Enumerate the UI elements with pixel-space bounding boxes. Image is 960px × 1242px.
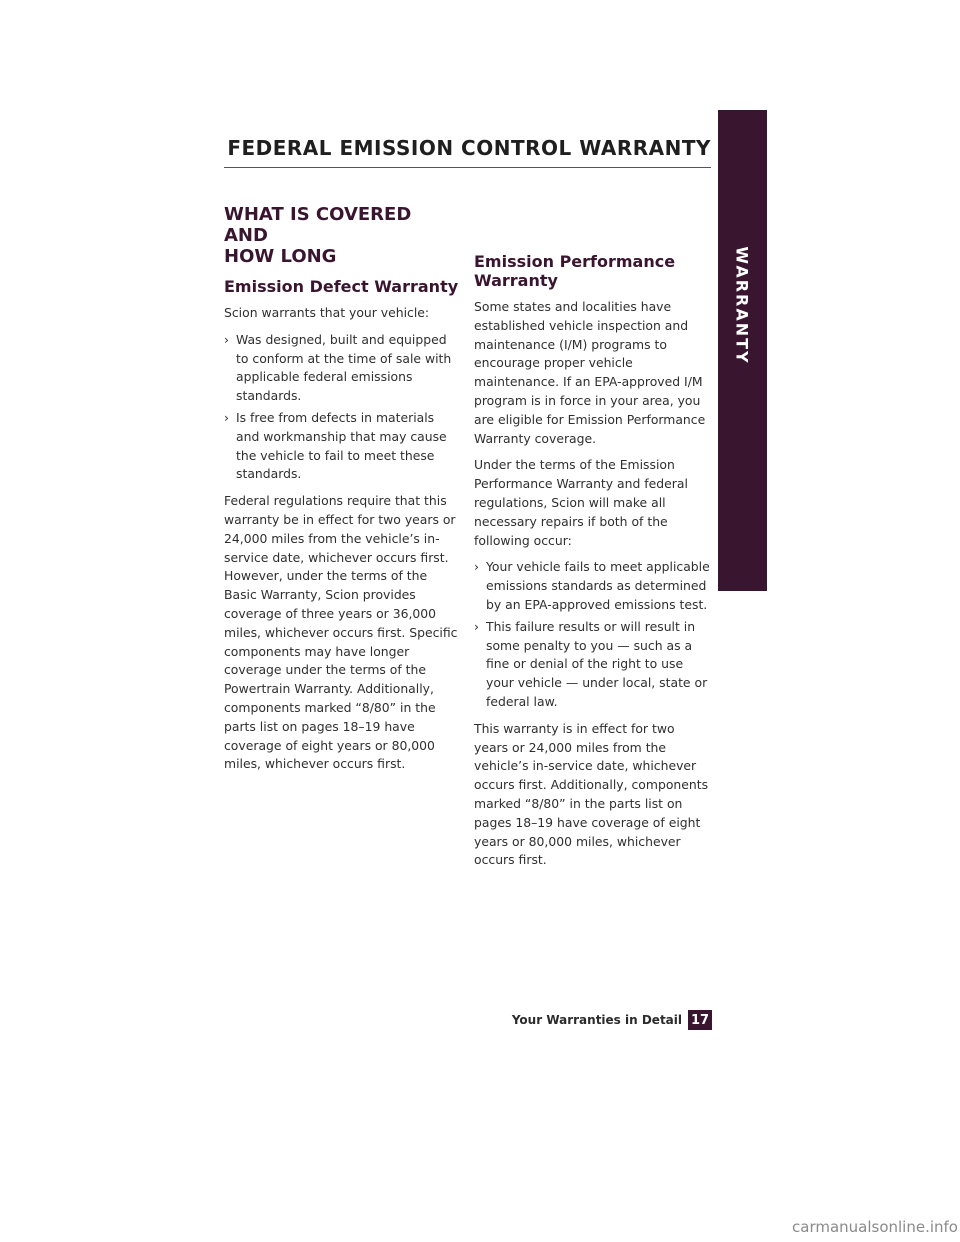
list-item xyxy=(224,409,460,484)
performance-bullet-list xyxy=(474,558,710,711)
side-tab-text: WARRANTY xyxy=(733,245,753,365)
bullet-marker-icon: › xyxy=(224,409,229,425)
bullet-marker-icon: › xyxy=(474,559,479,575)
list-item xyxy=(224,331,460,406)
bullet-text: Is free from defects in materials and workmanship that may cause the vehicle to fail to meet these standards. xyxy=(236,409,447,482)
section-heading-line2: HOW LONG xyxy=(224,246,337,267)
defect-bullet-list xyxy=(224,331,460,484)
right-column xyxy=(474,252,710,878)
side-tab-label xyxy=(718,175,767,435)
intro-text: Scion warrants that your vehicle: xyxy=(224,305,430,320)
federal-regulations-paragraph: Federal regulations require that this warranty be in effect for two years or 24,000 miles from the vehicle’s in-service date, whichever occurs first. However, under the terms of the Basic Warranty, Scion provides coverage of three years or 36,000 miles, whichever occurs first. Specific components may have longer coverage under the terms of the Powertrain Warranty. Additionally, components marked “8/80” in the parts list on pages 18–19 have coverage of eight years or 80,000 miles, whichever occurs first. xyxy=(224,493,458,772)
section-heading-line1: WHAT IS COVERED AND xyxy=(224,204,412,246)
bullet-text: Your vehicle fails to meet applicable emissions standards as determined by an EPA-approved emissions test. xyxy=(486,559,710,612)
effect-paragraph: This warranty is in effect for two years or 24,000 miles from the vehicle’s in-service date, whichever occurs first. Additionally, components marked “8/80” in the parts list on pages 18–19 have coverage of eight years or 80,000 miles, whichever occurs first. xyxy=(474,720,709,868)
list-item xyxy=(474,558,710,614)
emission-performance-heading xyxy=(474,252,710,290)
terms-paragraph: Under the terms of the Emission Performance Warranty and federal regulations, Scion will make all necessary repairs if both of the following occur: xyxy=(474,457,688,548)
bullet-text: This failure results or will result in some penalty to you — such as a fine or denial of the right to use your vehicle — under local, state or federal law. xyxy=(486,618,708,709)
bullet-marker-icon: › xyxy=(474,618,479,634)
performance-heading-line2: Warranty xyxy=(474,271,558,290)
performance-heading-line1: Emission Performance xyxy=(474,252,676,271)
page-footer xyxy=(480,1010,712,1030)
footer-section-label: Your Warranties in Detail xyxy=(511,1013,682,1027)
page-number: 17 xyxy=(688,1010,712,1030)
watermark: carmanualsonline.info xyxy=(792,1218,958,1236)
section-heading xyxy=(224,204,460,267)
bullet-text: Was designed, built and equipped to conform at the time of sale with applicable federal emissions standards. xyxy=(236,331,452,404)
im-program-paragraph: Some states and localities have established vehicle inspection and maintenance (I/M) programs to encourage proper vehicle maintenance. If an EPA-approved I/M program is in force in your area, you are eligible for Emission Performance Warranty coverage. xyxy=(474,299,706,446)
bullet-marker-icon: › xyxy=(224,331,229,347)
emission-defect-heading: Emission Defect Warranty xyxy=(224,277,459,296)
left-column xyxy=(224,204,460,782)
list-item xyxy=(474,618,710,712)
header-rule xyxy=(224,167,711,168)
page-header: FEDERAL EMISSION CONTROL WARRANTY xyxy=(227,136,711,160)
